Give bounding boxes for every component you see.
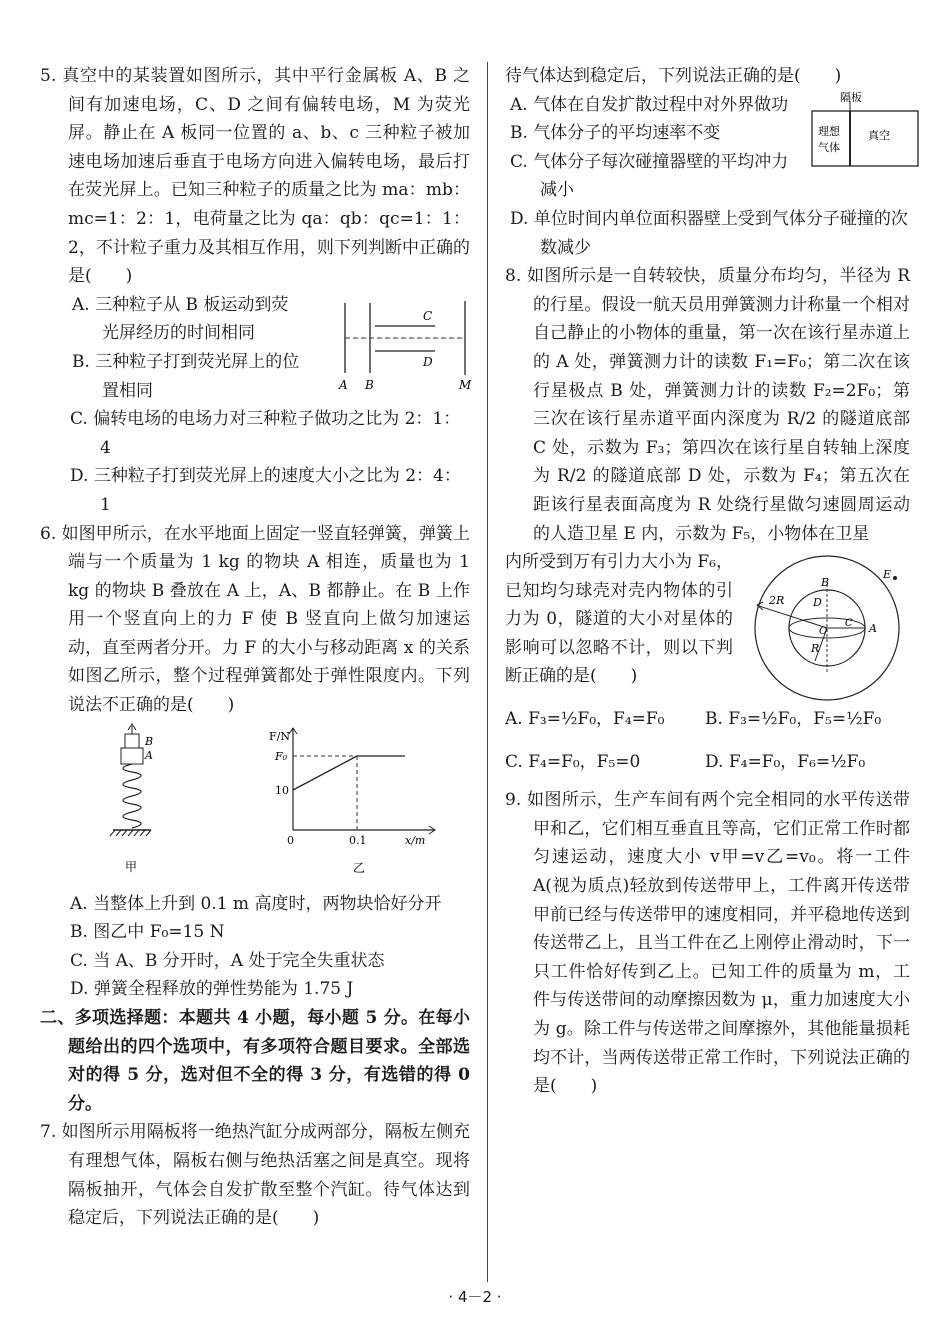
q6-label-b: B xyxy=(145,734,154,748)
q6-figure-jia xyxy=(95,726,195,886)
q8-figure xyxy=(745,546,905,706)
q8-label-o: O xyxy=(819,626,828,638)
q5-option-b: B. 三种粒子打到荧光屏上的位置相同 xyxy=(72,351,300,401)
q8-stem-2: 内所受到万有引力大小为 F₆，已知均匀球壳对壳内物体的引力为 0，隧道的大小对星体的影响可以忽略不计，则以下判断正确的是( ) xyxy=(505,552,734,687)
q7-figure xyxy=(810,89,920,179)
section-2-heading: 二、多项选择题：本题共 4 小题，每小题 5 分。在每小题给出的四个选项中，有多项符合题目要求。全部选对的得 5 分，选对但不全的得 3 分，有选错的得 0 分。 xyxy=(40,1008,470,1114)
question-7-part2 xyxy=(505,62,910,262)
q7-label-vacuum: 真空 xyxy=(868,128,890,142)
q6-label-a: A xyxy=(145,748,153,762)
q5-label-m: M xyxy=(459,377,472,392)
q8-option-d: D. F₄=F₀，F₆=½F₀ xyxy=(705,751,866,772)
q7-stem-continued: 待气体达到稳定后，下列说法正确的是( ) xyxy=(505,66,842,86)
q7-stem: 7. 如图所示用隔板将一绝热汽缸分成两部分，隔板左侧充有理想气体，隔板右侧与绝热活塞之间是真空。现将隔板抽开，气体会自发扩散至整个汽缸。待气体达到稳定后，下列说法正确的是( ) xyxy=(40,1122,470,1229)
question-6 xyxy=(40,520,470,1005)
q5-option-c: C. 偏转电场的电场力对三种粒子做功之比为 2：1：4 xyxy=(70,409,461,458)
q7-option-b: B. 气体分子的平均速率不变 xyxy=(510,123,721,144)
q6-option-a: A. 当整体上升到 0.1 m 高度时，两物块恰好分开 xyxy=(70,893,442,914)
q8-label-d: D xyxy=(813,596,822,610)
q8-label-2r: 2R xyxy=(769,594,785,608)
q6-option-d: D. 弹簧全程释放的弹性势能为 1.75 J xyxy=(70,979,354,1000)
q5-label-a: A xyxy=(339,377,348,392)
q5-figure xyxy=(335,293,470,393)
q5-option-d: D. 三种粒子打到荧光屏上的速度大小之比为 2：4：1 xyxy=(70,466,461,515)
q8-label-r: R xyxy=(811,642,820,656)
page-number: · 4－2 · xyxy=(448,1288,502,1306)
q8-option-a: A. F₃=½F₀，F₄=F₀ xyxy=(505,709,665,730)
q6-option-b: B. 图乙中 F₀=15 N xyxy=(70,922,225,943)
q7-option-a: A. 气体在自发扩散过程中对外界做功 xyxy=(510,94,789,115)
q5-label-b: B xyxy=(365,377,374,392)
q8-option-c: C. F₄=F₀，F₅=0 xyxy=(505,751,641,772)
question-5 xyxy=(40,62,470,520)
q6-option-c: C. 当 A、B 分开时，A 处于完全失重状态 xyxy=(70,950,385,971)
q6-origin: 0 xyxy=(287,833,294,847)
question-9 xyxy=(505,786,910,1101)
q6-caption-yi: 乙 xyxy=(353,860,366,875)
q8-label-e: E xyxy=(883,568,892,582)
q7-option-c: C. 气体分子每次碰撞器壁的平均冲力减小 xyxy=(510,151,789,201)
q8-label-c: C xyxy=(845,618,853,630)
q5-label-c: C xyxy=(423,308,433,323)
q7-label-gas1: 理想 xyxy=(818,124,840,138)
q6-xlabel: x/m xyxy=(405,833,426,847)
q8-stem: 8. 如图所示是一自转较快，质量分布均匀，半径为 R 的行星。假设一航天员用弹簧测力计称量一个相对自己静止的小物体的重量，第一次在该行星赤道上的 A 处，弹簧测力计的读数 F₁=F₀；第二次在该行星极点 B 处，弹簧测力计的读数 F₂=2F₀；第三次在该行星赤道平面内深度为 R/2 的隧道底部 C 处，示数为 F₃；第四次在该行星自转轴上深度为 R/2 的隧道底部 D 处，示数为 F₄；第五次在距该行星表面高度为 R 处绕行星做匀速圆周运动的人造卫星 E 内，示数为 F₅，小物体在卫星 xyxy=(505,266,910,544)
q5-stem: 5. 真空中的某装置如图所示，其中平行金属板 A、B 之间有加速电场，C、D 之间有偏转电场，M 为荧光屏。静止在 A 板同一位置的 a、b、c 三种粒子被加速电场加速后垂直于电场方向进入偏转电场，最后打在荧光屏上。已知三种粒子的质量之比为 ma：mb：mc=1：2：1，电荷量之比为 qa：qb：qc=1：1：2，不计粒子重力及其相互作用，则下列判断中正确的是( ) xyxy=(40,66,470,287)
left-column xyxy=(40,62,472,1229)
q6-tick-10: 10 xyxy=(275,783,289,797)
q5-option-a: A. 三种粒子从 B 板运动到荧光屏经历的时间相同 xyxy=(72,294,289,344)
q7-label-partition: 隔板 xyxy=(840,90,862,104)
q6-figure-yi xyxy=(265,720,445,885)
q5-label-d: D xyxy=(423,354,433,369)
question-7-part1 xyxy=(40,1118,470,1229)
question-8 xyxy=(505,262,910,776)
q8-option-b: B. F₃=½F₀，F₅=½F₀ xyxy=(705,709,882,730)
q8-label-a: A xyxy=(869,622,877,636)
q6-stem: 6. 如图甲所示，在水平地面上固定一竖直轻弹簧，弹簧上端与一个质量为 1 kg 的物块 A 相连，质量也为 1 kg 的物块 B 叠放在 A 上，A、B 都静止。在 B 上作用一个竖直向上的力 F 使 B 竖直向上做匀加速运动，直至两者分开。力 F 的大小与移动距离 x 的关系如图乙所示，整个过程弹簧都处于弹性限度内。下列说法不正确的是( ) xyxy=(40,523,470,716)
q7-option-d: D. 单位时间内单位面积器壁上受到气体分子碰撞的次数减少 xyxy=(510,208,908,258)
q9-stem: 9. 如图所示，生产车间有两个完全相同的水平传送带甲和乙，它们相互垂直且等高，它们正常工作时都匀速运动，速度大小 v甲=v乙=v₀。将一工件 A(视为质点)轻放到传送带甲上，工件离开传送带甲前已经与传送带甲的速度相同，并平稳地传送到传送带乙上，且当工件在乙上刚停止滑动时，下一只工件恰好传到乙上。已知工件的质量为 m，工件与传送带间的动摩擦因数为 μ，重力加速度大小为 g。除工件与传送带之间摩擦外，其他能量损耗均不计，当两传送带正常工作时，下列说法正确的是( ) xyxy=(505,790,910,1097)
column-divider xyxy=(487,62,488,1282)
q8-label-b: B xyxy=(821,576,830,590)
q7-label-gas2: 气体 xyxy=(818,140,840,154)
q6-ylabel: F/N xyxy=(269,729,290,743)
q6-tick-01: 0.1 xyxy=(349,833,367,847)
q6-caption-jia: 甲 xyxy=(125,859,138,874)
q6-tick-f0: F₀ xyxy=(275,749,288,763)
right-column xyxy=(505,62,910,1101)
